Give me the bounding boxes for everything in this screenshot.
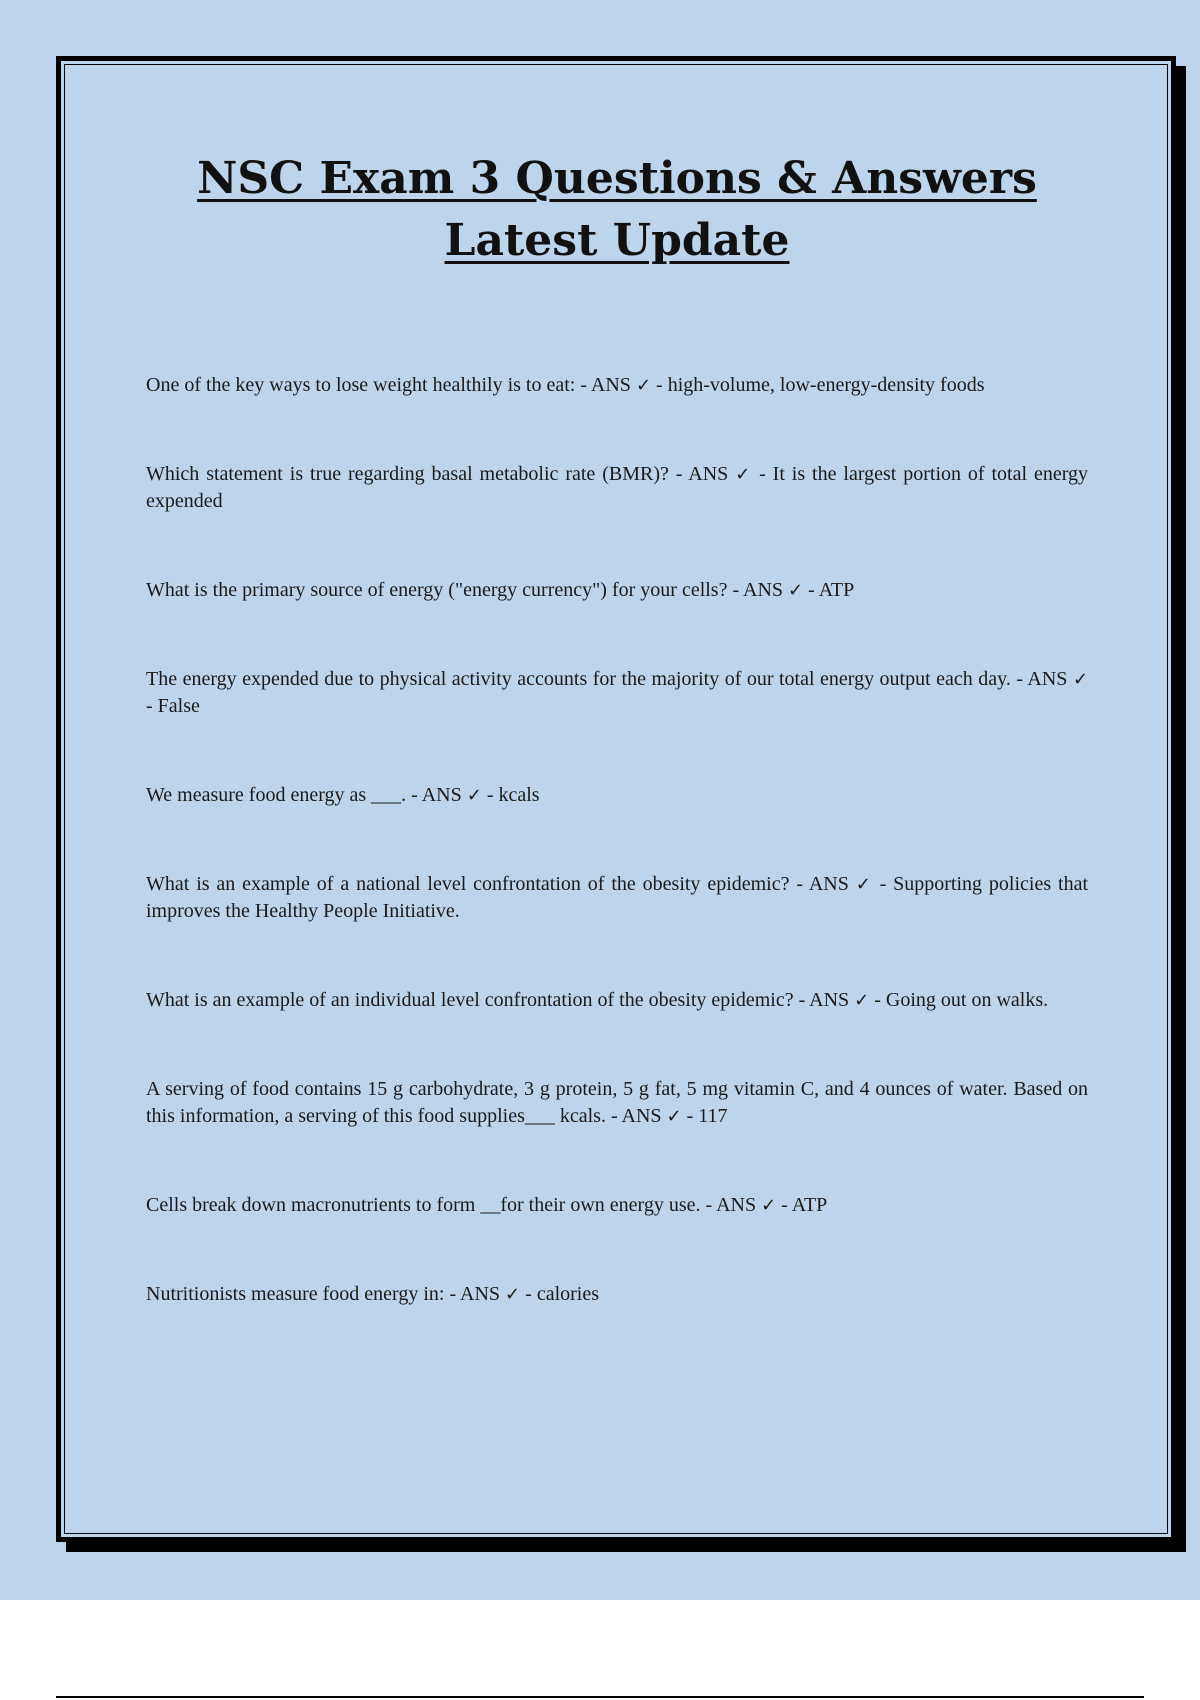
question-text: One of the key ways to lose weight healthily is to eat:: [146, 374, 576, 396]
question-text: The energy expended due to physical activity accounts for the majority of our total energy output each day.: [146, 668, 1011, 690]
document-title: NSC Exam 3 Questions & Answers Latest Update: [197, 153, 1037, 266]
qa-item: One of the key ways to lose weight healthily is to eat: - ANS ✓ - high-volume, low-energy-density foods: [146, 374, 985, 396]
answer-text: False: [157, 695, 200, 717]
answer-marker: ANS: [421, 784, 462, 806]
answer-text: 117: [698, 1105, 728, 1127]
answer-marker: ANS: [460, 1283, 501, 1305]
checkmark-icon: ✓: [735, 464, 753, 485]
checkmark-icon: ✓: [505, 1284, 521, 1305]
question-text: A serving of food contains 15 g carbohydrate, 3 g protein, 5 g fat, 5 mg vitamin C, and 4 ounces of water. Based on this information, a serving of this food supplies___ kcals.: [146, 1078, 1088, 1127]
answer-text: calories: [536, 1283, 599, 1305]
footer-divider: [56, 1696, 1144, 1698]
answer-marker: ANS: [688, 463, 729, 485]
question-text: What is an example of an individual level confrontation of the obesity epidemic?: [146, 989, 794, 1011]
checkmark-icon: ✓: [855, 874, 873, 895]
answer-text: kcals: [498, 784, 540, 806]
answer-marker: ANS: [808, 873, 849, 895]
qa-item: We measure food energy as ___. - ANS ✓ - kcals: [146, 784, 540, 806]
answer-text: high-volume, low-energy-density foods: [667, 374, 985, 396]
question-text: What is an example of a national level confrontation of the obesity epidemic?: [146, 873, 790, 895]
question-text: Nutritionists measure food energy in:: [146, 1283, 445, 1305]
answer-marker: ANS: [621, 1105, 662, 1127]
answer-marker: ANS: [743, 579, 784, 601]
checkmark-icon: ✓: [1072, 669, 1089, 690]
question-text: Cells break down macronutrients to form __for their own energy use.: [146, 1194, 701, 1216]
qa-item: Cells break down macronutrients to form __for their own energy use. - ANS ✓ - ATP: [146, 1194, 828, 1216]
checkmark-icon: ✓: [854, 990, 870, 1011]
question-text: Which statement is true regarding basal metabolic rate (BMR)?: [146, 463, 669, 485]
answer-text: It is the largest portion of total energy expended: [146, 463, 1088, 512]
checkmark-icon: ✓: [666, 1106, 682, 1127]
answer-text: ATP: [818, 579, 855, 601]
answer-text: Supporting policies that improves the Healthy People Initiative.: [146, 873, 1089, 922]
checkmark-icon: ✓: [788, 580, 804, 601]
qa-item: Nutritionists measure food energy in: - ANS ✓ - calories: [146, 1283, 599, 1305]
qa-item: A serving of food contains 15 g carbohydrate, 3 g protein, 5 g fat, 5 mg vitamin C, and 4 ounces of water. Based on this information, a serving of this food supplies___ kcals. - ANS ✓ - 117: [146, 1078, 1088, 1127]
checkmark-icon: ✓: [761, 1195, 777, 1216]
qa-item: Which statement is true regarding basal metabolic rate (BMR)? - ANS ✓ - It is the largest portion of total energy expended: [146, 463, 1088, 512]
qa-item: The energy expended due to physical activity accounts for the majority of our total energy output each day. - ANS ✓ - False: [146, 668, 1089, 717]
question-text: What is the primary source of energy ("energy currency") for your cells?: [146, 579, 728, 601]
question-text: We measure food energy as ___.: [146, 784, 407, 806]
qa-item: What is an example of a national level confrontation of the obesity epidemic? - ANS ✓ - Supporting policies that improves the Healthy People Initiative.: [146, 873, 1089, 922]
answer-text: Going out on walks.: [885, 989, 1049, 1011]
checkmark-icon: ✓: [466, 785, 482, 806]
answer-marker: ANS: [809, 989, 850, 1011]
answer-text: ATP: [791, 1194, 828, 1216]
qa-item: What is an example of an individual level confrontation of the obesity epidemic? - ANS ✓ - Going out on walks.: [146, 989, 1049, 1011]
checkmark-icon: ✓: [635, 375, 652, 396]
qa-item: What is the primary source of energy ("energy currency") for your cells? - ANS ✓ - ATP: [146, 579, 855, 601]
qa-list: [146, 372, 1088, 1370]
answer-marker: ANS: [716, 1194, 757, 1216]
answer-marker: ANS: [1027, 668, 1068, 690]
answer-marker: ANS: [590, 374, 631, 396]
